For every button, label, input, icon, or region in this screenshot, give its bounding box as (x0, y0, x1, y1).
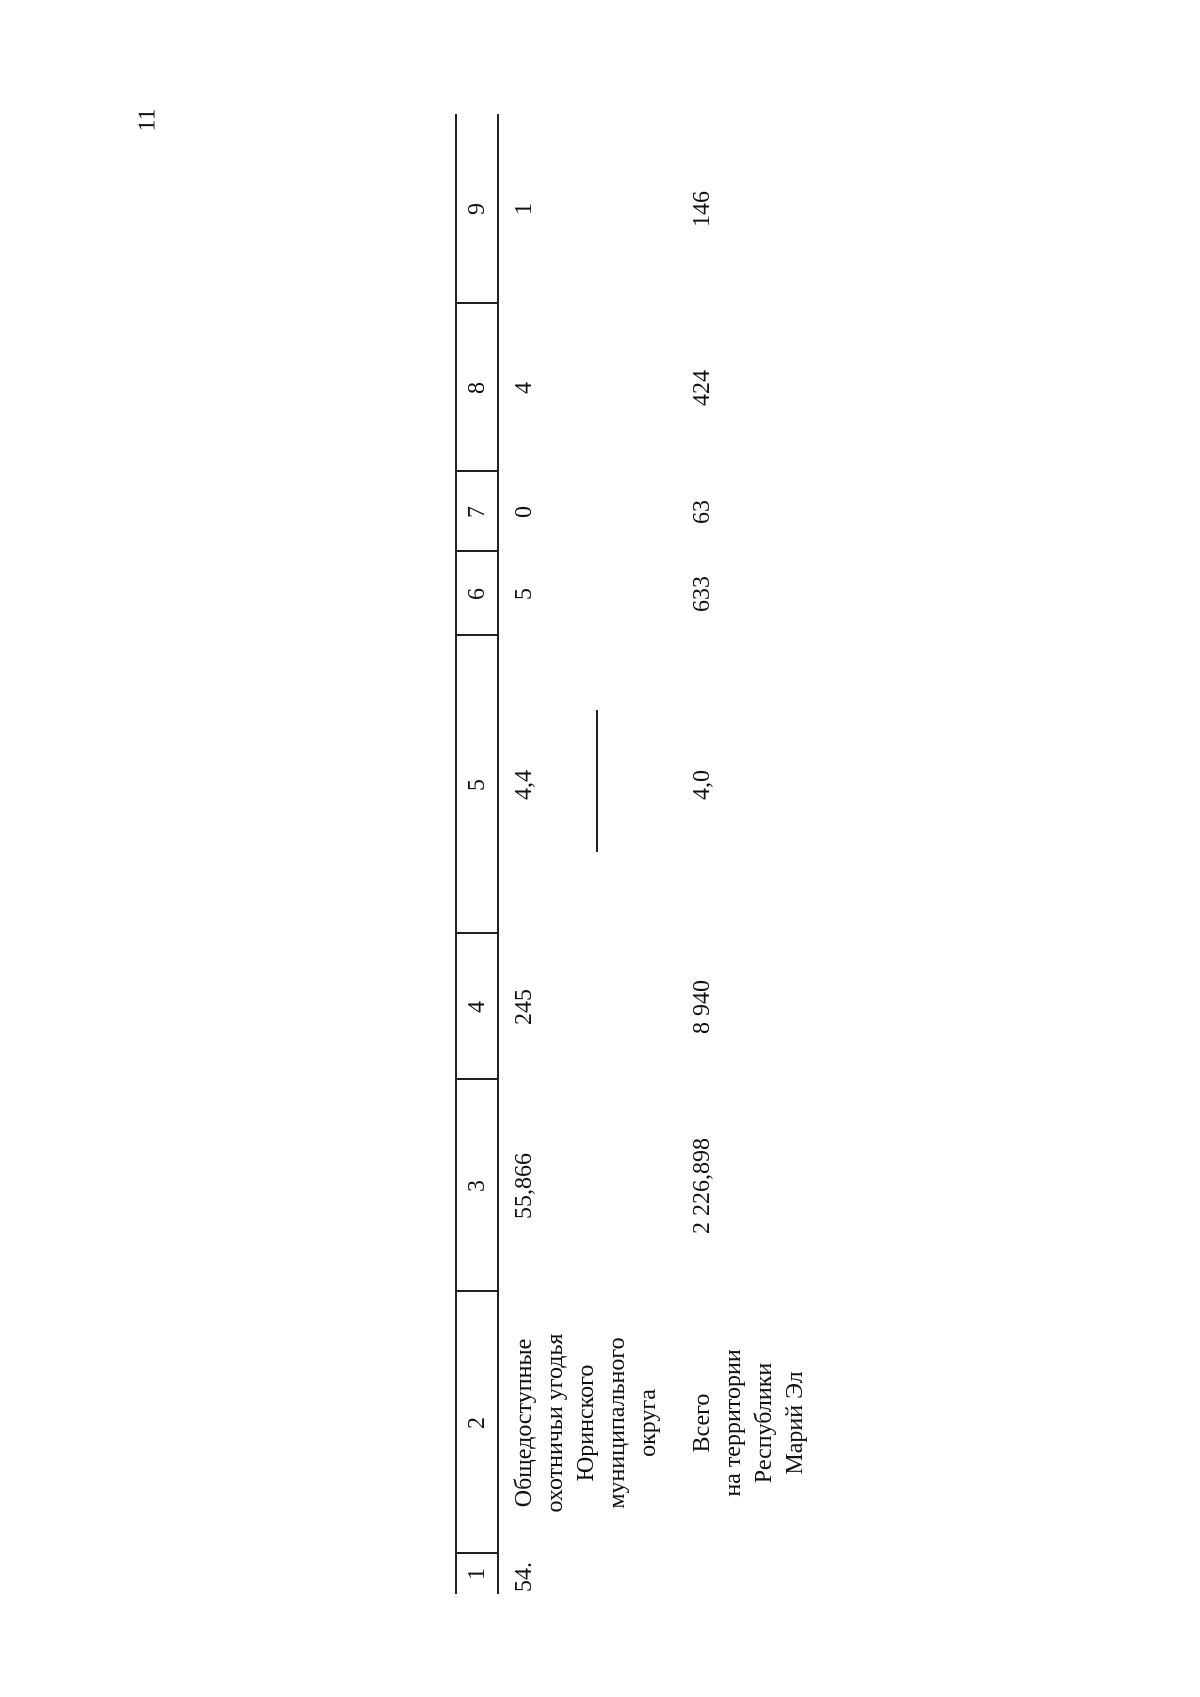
column-header-8: 8 (463, 382, 490, 394)
column-header-4: 4 (463, 1001, 490, 1013)
column-header-1: 1 (463, 1568, 490, 1580)
row-name-line: округа (635, 1389, 661, 1457)
page-number: 11 (134, 108, 161, 132)
total-cell-col6: 633 (689, 576, 715, 612)
total-row-name (687, 1292, 811, 1554)
row-name-line: охотничьи угодья (542, 1333, 568, 1513)
end-rule (596, 710, 598, 852)
column-header-3: 3 (463, 1180, 490, 1192)
cell-col6: 5 (511, 588, 537, 600)
cell-col3: 55,866 (511, 1153, 537, 1219)
data-table (455, 114, 965, 1594)
column-header-2: 2 (463, 1417, 490, 1429)
total-cell-col7: 63 (689, 500, 715, 524)
total-cell-col8: 424 (689, 370, 715, 406)
row-number: 54. (511, 1562, 537, 1592)
column-header-5: 5 (463, 779, 490, 791)
row-name (509, 1292, 664, 1554)
table-header-row (455, 114, 499, 1594)
cell-col9: 1 (511, 203, 537, 215)
row-name-line: муниципального (604, 1337, 630, 1509)
row-name-line: Республики (751, 1362, 777, 1484)
row-name-line: Всего (689, 1393, 715, 1453)
total-cell-col5: 4,0 (689, 770, 715, 800)
cell-col5: 4,4 (511, 770, 537, 800)
total-cell-col3: 2 226,898 (689, 1138, 715, 1234)
cell-col7: 0 (511, 506, 537, 518)
row-name-line: на территории (720, 1349, 746, 1497)
column-header-9: 9 (463, 203, 490, 215)
total-cell-col4: 8 940 (689, 980, 715, 1034)
row-name-line: Общедоступные (511, 1338, 537, 1508)
column-header-7: 7 (463, 506, 490, 518)
cell-col8: 4 (511, 382, 537, 394)
column-header-6: 6 (463, 588, 490, 600)
cell-col4: 245 (511, 989, 537, 1025)
total-cell-col9: 146 (689, 191, 715, 227)
row-name-line: Марий Эл (782, 1371, 808, 1475)
row-name-line: Юринского (573, 1364, 599, 1482)
